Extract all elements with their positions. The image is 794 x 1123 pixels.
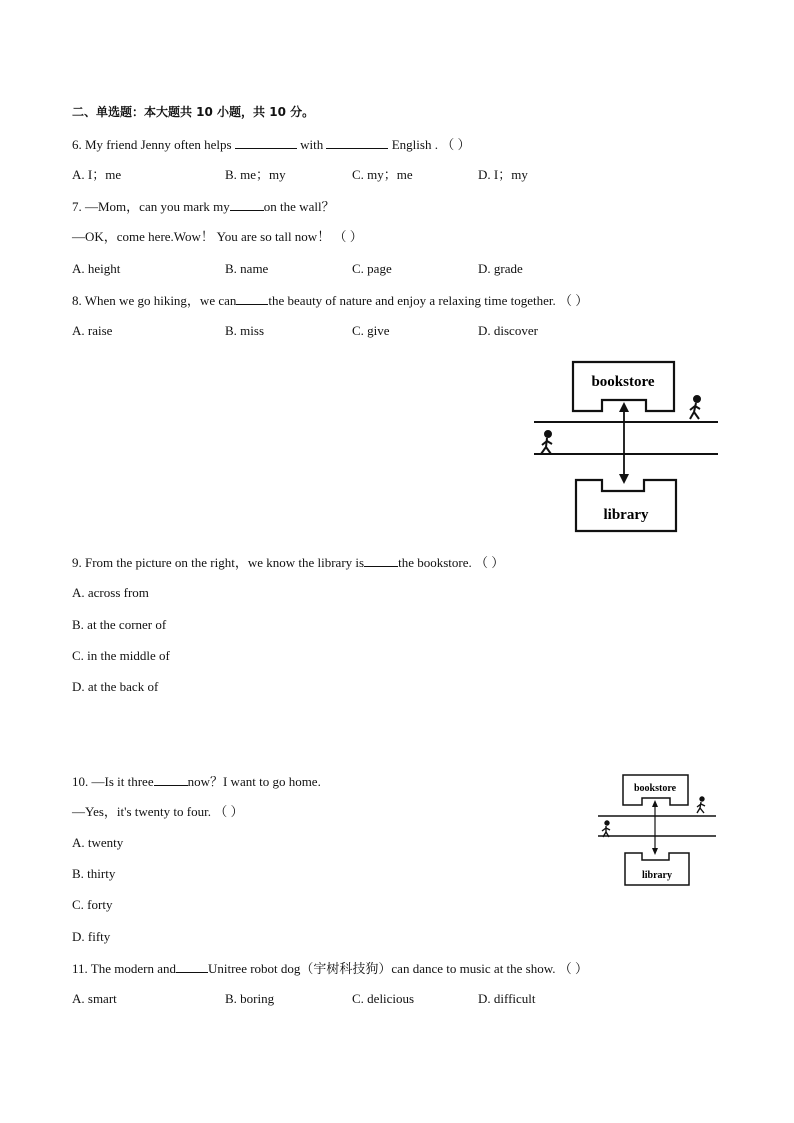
- q9-blank[interactable]: [364, 554, 398, 567]
- q9-option-a[interactable]: A. across from: [72, 585, 149, 600]
- q11-option-c[interactable]: C. delicious: [352, 991, 415, 1006]
- q6-text-1: 6. My friend Jenny often helps: [72, 137, 232, 152]
- q10-text-2: now？I want to go home.: [187, 774, 321, 789]
- q7-option-a[interactable]: A. height: [72, 261, 121, 276]
- arrow-head-up: [619, 402, 629, 412]
- q8-option-d[interactable]: D. discover: [478, 323, 538, 338]
- arrow-head-up: [652, 800, 658, 807]
- q11-blank[interactable]: [176, 960, 208, 973]
- q6-text-3: English . （ ）: [391, 137, 471, 152]
- question-10: [72, 773, 321, 790]
- q8-option-c[interactable]: C. give: [352, 323, 390, 338]
- question-8: [72, 292, 588, 309]
- arrow-head-down: [652, 848, 658, 855]
- q11-option-a[interactable]: A. smart: [72, 991, 117, 1006]
- q7-text-2: on the wall？: [263, 199, 335, 214]
- q11-option-b[interactable]: B. boring: [225, 991, 275, 1006]
- bookstore-label: bookstore: [633, 783, 677, 794]
- question-9: [72, 554, 504, 571]
- bookstore-label: bookstore: [591, 374, 655, 390]
- q11-text-1: 11. The modern and: [72, 961, 176, 976]
- walking-person-icon: [697, 797, 705, 813]
- question-6: [72, 136, 470, 153]
- q6-option-a[interactable]: A. I；me: [72, 167, 122, 182]
- q8-option-a[interactable]: A. raise: [72, 323, 113, 338]
- section-header: 二、单选题：本大题共 10 小题，共 10 分。: [72, 105, 315, 119]
- q7-option-b[interactable]: B. name: [225, 261, 269, 276]
- q6-option-b[interactable]: B. me；my: [225, 167, 286, 182]
- q11-text-2: Unitree robot dog（宇树科技狗）can dance to music at the show. （ ）: [207, 961, 589, 976]
- q9-option-c[interactable]: C. in the middle of: [72, 648, 170, 663]
- bookstore-library-figure-large: [530, 358, 722, 538]
- library-label: library: [642, 870, 672, 881]
- q10-option-c[interactable]: C. forty: [72, 897, 113, 912]
- q9-text-2: the bookstore. （ ）: [398, 555, 505, 570]
- q7-text-1: 7. —Mom，can you mark my: [72, 199, 230, 214]
- question-11: [72, 960, 588, 977]
- library-label: library: [603, 507, 649, 523]
- q10-blank[interactable]: [154, 773, 188, 786]
- q10-text-1: 10. —Is it three: [72, 774, 154, 789]
- q8-text-2: the beauty of nature and enjoy a relaxing time together. （ ）: [268, 293, 589, 308]
- q7-option-d[interactable]: D. grade: [478, 261, 523, 276]
- q7-blank[interactable]: [230, 198, 264, 211]
- q10-option-a[interactable]: A. twenty: [72, 835, 124, 850]
- question-7: [72, 198, 335, 215]
- q7-option-c[interactable]: C. page: [352, 261, 392, 276]
- walking-person-icon: [602, 821, 610, 837]
- q6-text-2: with: [300, 137, 324, 152]
- q9-text-1: 9. From the picture on the right，we know the library is: [72, 555, 365, 570]
- q10-response: —Yes，it's twenty to four. （ ）: [72, 804, 244, 819]
- bookstore-library-figure-small: [596, 772, 718, 888]
- q8-blank[interactable]: [236, 292, 268, 305]
- walking-person-icon: [541, 431, 552, 454]
- q10-option-b[interactable]: B. thirty: [72, 866, 116, 881]
- q9-option-b[interactable]: B. at the corner of: [72, 617, 167, 632]
- q6-blank-1[interactable]: [235, 136, 297, 149]
- q7-response: —OK，come here.Wow！ You are so tall now！ （ ）: [72, 229, 363, 244]
- q11-option-d[interactable]: D. difficult: [478, 991, 536, 1006]
- q6-option-d[interactable]: D. I；my: [478, 167, 528, 182]
- q9-option-d[interactable]: D. at the back of: [72, 679, 159, 694]
- arrow-head-down: [619, 474, 629, 484]
- q6-option-c[interactable]: C. my；me: [352, 167, 413, 182]
- library-building: [576, 480, 676, 531]
- q10-option-d[interactable]: D. fifty: [72, 929, 111, 944]
- walking-person-icon: [690, 396, 700, 419]
- q6-blank-2[interactable]: [326, 136, 388, 149]
- q8-text-1: 8. When we go hiking，we can: [72, 293, 237, 308]
- q8-option-b[interactable]: B. miss: [225, 323, 265, 338]
